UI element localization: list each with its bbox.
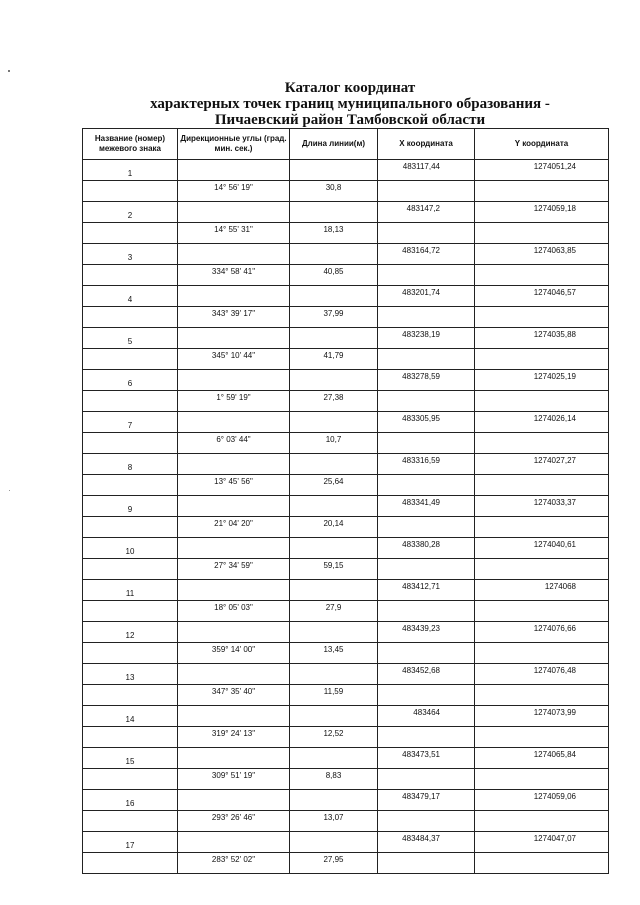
segment-row [83,517,609,538]
empty-cell [378,181,475,202]
line-length-cell: 10,7 [290,433,378,454]
empty-cell [475,181,609,202]
point-name-cell: 11 [83,580,178,601]
empty-cell [475,559,609,580]
empty-cell [83,811,178,832]
empty-cell [378,223,475,244]
empty-cell [378,559,475,580]
empty-cell [378,727,475,748]
segment-row [83,811,609,832]
point-name-cell: 17 [83,832,178,853]
x-coordinate-cell: 483147,2 [378,202,475,223]
empty-cell [475,475,609,496]
point-name-cell: 9 [83,496,178,517]
point-row [83,160,609,181]
x-coordinate-cell: 483412,71 [378,580,475,601]
point-row [83,496,609,517]
y-coordinate-cell: 1274046,57 [475,286,609,307]
x-coordinate-cell: 483479,17 [378,790,475,811]
line-length-cell: 40,85 [290,265,378,286]
segment-row [83,391,609,412]
direction-angle-cell: 343° 39' 17" [178,307,290,328]
empty-cell [378,391,475,412]
x-coordinate-cell: 483201,74 [378,286,475,307]
line-length-cell: 13,07 [290,811,378,832]
empty-cell [83,517,178,538]
point-row [83,202,609,223]
point-row [83,580,609,601]
empty-cell [475,643,609,664]
empty-cell [178,244,290,265]
empty-cell [290,412,378,433]
empty-cell [178,496,290,517]
x-coordinate-cell: 483439,23 [378,622,475,643]
x-coordinate-cell: 483278,59 [378,370,475,391]
y-coordinate-cell: 1274073,99 [475,706,609,727]
line-length-cell: 8,83 [290,769,378,790]
point-row [83,244,609,265]
segment-row [83,601,609,622]
empty-cell [178,580,290,601]
empty-cell [178,160,290,181]
x-coordinate-cell: 483464 [378,706,475,727]
empty-cell [178,538,290,559]
segment-row [83,853,609,874]
y-coordinate-cell: 1274068 [475,580,609,601]
empty-cell [378,307,475,328]
point-name-cell: 5 [83,328,178,349]
line-length-cell: 27,9 [290,601,378,622]
segment-row [83,643,609,664]
header-name: Название (номер) межевого знака [83,129,178,160]
empty-cell [475,307,609,328]
direction-angle-cell: 6° 03' 44" [178,433,290,454]
empty-cell [83,769,178,790]
point-name-cell: 7 [83,412,178,433]
segment-row [83,265,609,286]
y-coordinate-cell: 1274076,48 [475,664,609,685]
empty-cell [378,433,475,454]
point-row [83,790,609,811]
line-length-cell: 25,64 [290,475,378,496]
y-coordinate-cell: 1274040,61 [475,538,609,559]
empty-cell [290,244,378,265]
x-coordinate-cell: 483380,28 [378,538,475,559]
empty-cell [178,622,290,643]
empty-cell [290,790,378,811]
direction-angle-cell: 21° 04' 20" [178,517,290,538]
point-row [83,538,609,559]
empty-cell [290,664,378,685]
empty-cell [83,349,178,370]
empty-cell [290,202,378,223]
segment-row [83,181,609,202]
title-line-3: Пичаевский район Тамбовской области [214,112,486,128]
point-name-cell: 8 [83,454,178,475]
empty-cell [475,391,609,412]
empty-cell [290,454,378,475]
line-length-cell: 41,79 [290,349,378,370]
direction-angle-cell: 347° 35' 40" [178,685,290,706]
empty-cell [378,601,475,622]
empty-cell [290,328,378,349]
x-coordinate-cell: 483117,44 [378,160,475,181]
line-length-cell: 27,95 [290,853,378,874]
header-length: Длина линии(м) [290,129,378,160]
empty-cell [290,748,378,769]
point-row [83,328,609,349]
point-row [83,454,609,475]
point-row [83,748,609,769]
empty-cell [378,475,475,496]
point-row [83,706,609,727]
y-coordinate-cell: 1274035,88 [475,328,609,349]
segment-row [83,433,609,454]
empty-cell [475,517,609,538]
x-coordinate-cell: 483484,37 [378,832,475,853]
empty-cell [178,790,290,811]
empty-cell [475,601,609,622]
empty-cell [83,391,178,412]
line-length-cell: 27,38 [290,391,378,412]
empty-cell [475,349,609,370]
table-header-row [83,129,609,160]
empty-cell [178,832,290,853]
direction-angle-cell: 345° 10' 44" [178,349,290,370]
x-coordinate-cell: 483452,68 [378,664,475,685]
y-coordinate-cell: 1274059,18 [475,202,609,223]
y-coordinate-cell: 1274065,84 [475,748,609,769]
point-name-cell: 3 [83,244,178,265]
direction-angle-cell: 309° 51' 19" [178,769,290,790]
document-title [0,80,640,128]
point-row [83,664,609,685]
line-length-cell: 18,13 [290,223,378,244]
line-length-cell: 59,15 [290,559,378,580]
direction-angle-cell: 359° 14' 00" [178,643,290,664]
line-length-cell: 13,45 [290,643,378,664]
empty-cell [178,412,290,433]
x-coordinate-cell: 483341,49 [378,496,475,517]
line-length-cell: 30,8 [290,181,378,202]
direction-angle-cell: 14° 56' 19" [178,181,290,202]
segment-row [83,475,609,496]
empty-cell [83,223,178,244]
direction-angle-cell: 27° 34' 59" [178,559,290,580]
empty-cell [378,811,475,832]
empty-cell [290,370,378,391]
point-name-cell: 14 [83,706,178,727]
empty-cell [475,853,609,874]
y-coordinate-cell: 1274025,19 [475,370,609,391]
point-row [83,622,609,643]
empty-cell [83,559,178,580]
point-row [83,286,609,307]
x-coordinate-cell: 483238,19 [378,328,475,349]
empty-cell [290,538,378,559]
empty-cell [378,643,475,664]
point-name-cell: 12 [83,622,178,643]
empty-cell [178,370,290,391]
direction-angle-cell: 283° 52' 02" [178,853,290,874]
empty-cell [378,853,475,874]
empty-cell [83,685,178,706]
empty-cell [83,643,178,664]
y-coordinate-cell: 1274027,27 [475,454,609,475]
empty-cell [178,328,290,349]
y-coordinate-cell: 1274047,07 [475,832,609,853]
empty-cell [475,433,609,454]
point-name-cell: 13 [83,664,178,685]
empty-cell [378,517,475,538]
empty-cell [83,181,178,202]
title-line-1: Каталог координат [284,80,416,96]
point-row [83,832,609,853]
empty-cell [378,769,475,790]
table-body [83,160,609,874]
scan-speck [8,70,10,72]
empty-cell [178,202,290,223]
y-coordinate-cell: 1274051,24 [475,160,609,181]
y-coordinate-cell: 1274026,14 [475,412,609,433]
empty-cell [83,475,178,496]
point-name-cell: 10 [83,538,178,559]
empty-cell [475,265,609,286]
empty-cell [290,160,378,181]
y-coordinate-cell: 1274063,85 [475,244,609,265]
line-length-cell: 37,99 [290,307,378,328]
point-row [83,412,609,433]
x-coordinate-cell: 483164,72 [378,244,475,265]
empty-cell [178,706,290,727]
y-coordinate-cell: 1274076,66 [475,622,609,643]
empty-cell [290,496,378,517]
coordinates-table [82,128,609,874]
point-name-cell: 2 [83,202,178,223]
empty-cell [378,349,475,370]
empty-cell [378,685,475,706]
empty-cell [83,265,178,286]
direction-angle-cell: 14° 55' 31" [178,223,290,244]
direction-angle-cell: 18° 05' 03" [178,601,290,622]
x-coordinate-cell: 483305,95 [378,412,475,433]
segment-row [83,685,609,706]
empty-cell [178,454,290,475]
y-coordinate-cell: 1274033,37 [475,496,609,517]
point-name-cell: 1 [83,160,178,181]
empty-cell [290,580,378,601]
empty-cell [83,307,178,328]
header-angle: Дирекционные углы (град. мин. сек.) [178,129,290,160]
direction-angle-cell: 293° 26' 46" [178,811,290,832]
scan-speck [9,490,10,491]
empty-cell [83,727,178,748]
line-length-cell: 20,14 [290,517,378,538]
x-coordinate-cell: 483473,51 [378,748,475,769]
empty-cell [178,286,290,307]
empty-cell [475,811,609,832]
direction-angle-cell: 13° 45' 56" [178,475,290,496]
title-line-2: характерных точек границ муниципального образования - [150,96,550,112]
empty-cell [290,622,378,643]
segment-row [83,769,609,790]
empty-cell [290,286,378,307]
empty-cell [290,832,378,853]
empty-cell [475,223,609,244]
segment-row [83,559,609,580]
point-name-cell: 16 [83,790,178,811]
header-x: X координата [378,129,475,160]
empty-cell [475,769,609,790]
header-y: Y координата [475,129,609,160]
empty-cell [475,685,609,706]
point-row [83,370,609,391]
x-coordinate-cell: 483316,59 [378,454,475,475]
empty-cell [83,433,178,454]
empty-cell [378,265,475,286]
point-name-cell: 15 [83,748,178,769]
segment-row [83,727,609,748]
empty-cell [178,748,290,769]
point-name-cell: 4 [83,286,178,307]
empty-cell [178,664,290,685]
segment-row [83,349,609,370]
empty-cell [290,706,378,727]
empty-cell [83,601,178,622]
direction-angle-cell: 334° 58' 41" [178,265,290,286]
line-length-cell: 11,59 [290,685,378,706]
empty-cell [475,727,609,748]
direction-angle-cell: 319° 24' 13" [178,727,290,748]
empty-cell [83,853,178,874]
point-name-cell: 6 [83,370,178,391]
y-coordinate-cell: 1274059,06 [475,790,609,811]
line-length-cell: 12,52 [290,727,378,748]
direction-angle-cell: 1° 59' 19" [178,391,290,412]
segment-row [83,307,609,328]
segment-row [83,223,609,244]
